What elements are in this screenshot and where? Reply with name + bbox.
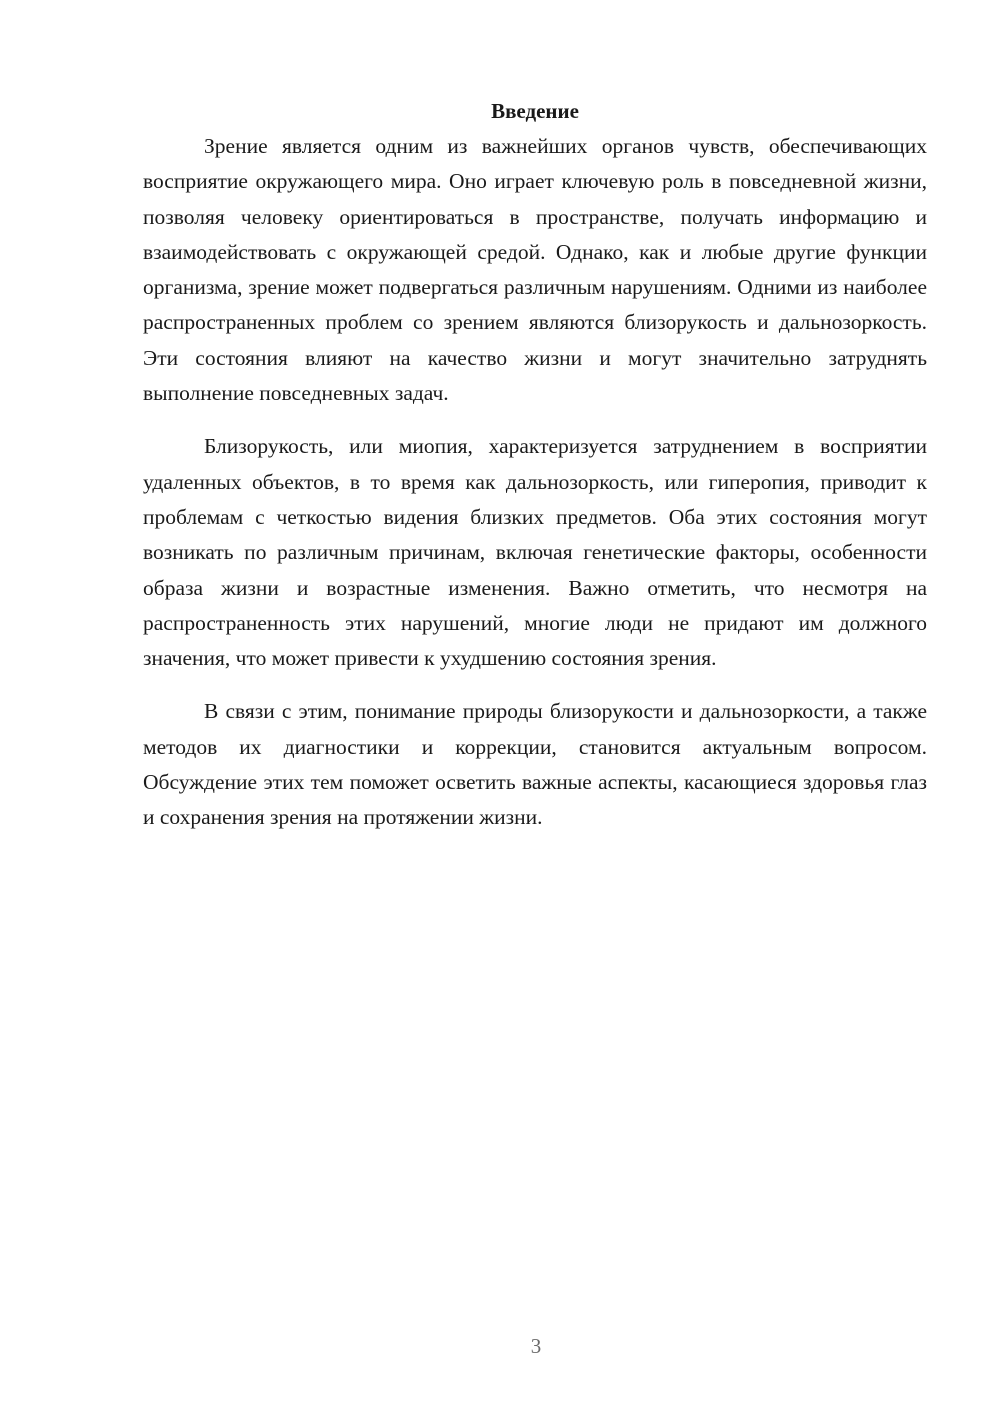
paragraph-2: Близорукость, или миопия, характеризуется затруднением в восприятии удаленных объектов, в то время как дальнозоркость, или гиперопия, приводит к проблемам с четкостью видения близких предметов. Оба этих состояния могут возникать по различным причинам, включая генетические факторы, особенности образа жизни и возрастные изменения. Важно отметить, что несмотря на распространенность этих нарушений, многие люди не придают им должного значения, что может привести к ухудшению состояния зрения. — [143, 434, 927, 671]
page-number: 3 — [530, 1334, 542, 1358]
paragraph-1: Зрение является одним из важнейших органов чувств, обеспечивающих восприятие окружающего мира. Оно играет ключевую роль в повседневной жизни, позволяя человеку ориентироваться в пространстве, получать информацию и взаимодействовать с окружающей средой. Однако, как и любые другие функции организма, зрение может подвергаться различным нарушениям. Одними из наиболее распространенных проблем со зрением являются близорукость и дальнозоркость. Эти состояния влияют на качество жизни и могут значительно затруднять выполнение повседневных задач. — [143, 134, 927, 406]
page-content — [143, 94, 927, 836]
section-heading: Введение — [491, 99, 579, 123]
paragraph-3: В связи с этим, понимание природы близорукости и дальнозоркости, а также методов их диагностики и коррекции, становится актуальным вопросом. Обсуждение этих тем поможет осветить важные аспекты, касающиеся здоровья глаз и сохранения зрения на протяжении жизни. — [143, 699, 927, 830]
